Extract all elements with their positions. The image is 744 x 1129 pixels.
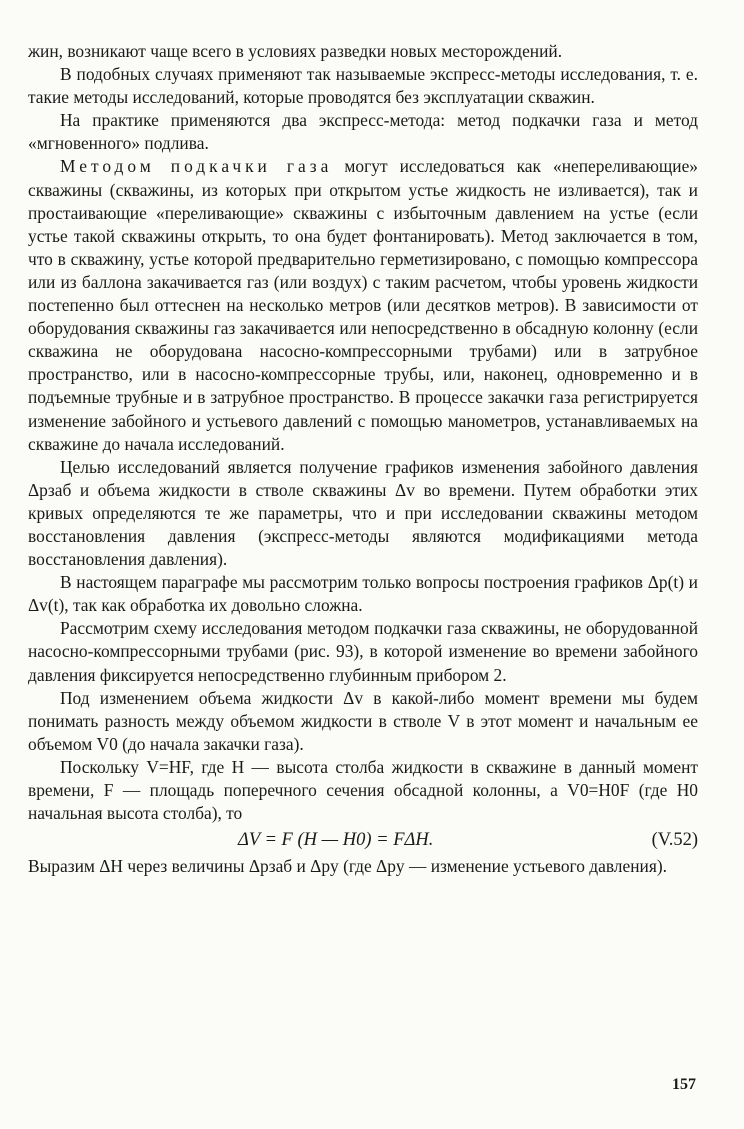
equation-number: (V.52) [651, 830, 698, 851]
paragraph-continuation: жин, возникают чаще всего в условиях разведки новых месторождений. [28, 41, 563, 61]
spaced-term: Методом подкачки газа [60, 156, 333, 177]
paragraph-express-dh: Выразим ΔH через величины Δpзаб и Δpу (где Δpу — изменение устьевого давления). [28, 856, 667, 877]
paragraph-express-methods: В подобных случаях применяют так называемые экспресс-методы исследования, т. е. такие методы исследований, которые проводятся без эксплуатации скважин. [28, 64, 698, 108]
paragraph-scheme: Рассмотрим схему исследования методом подкачки газа скважины, не оборудованной насосно-компрессорными трубами (рис. 93), в которой изменение во времени забойного давления фиксируется непосредственно глубинным прибором 2. [28, 618, 698, 685]
paragraph-gas-injection-text: могут исследоваться как «непереливающие» скважины (скважины, из которых при открытом устье жидкость не изливается), так и простаивающие «переливающие» скважины с избыточным давлением на устье (если устье такой скважины открыть, то она будет фонтанировать). Метод заключается в том, что в скважину, устье которой предварительно герметизировано, с помощью компрессора или из баллона закачивается газ (или воздух) с таким расчетом, чтобы уровень жидкости постепенно был оттеснен на несколько метров (или десятков метров). В зависимости от оборудования скважины газ закачивается или непосредственно в обсадную колонну (если скважина не оборудована насосно-компрессорными трубами) или в затрубное пространство, или в насосно-компрессорные трубы, или, наконец, одновременно и в подъемные трубные и в затрубное пространство. В процессе закачки газа регистрируется изменение забойного и устьевого давлений с помощью манометров, устанавливаемых на скважине до начала исследований. [28, 156, 698, 454]
paragraph-since: Поскольку V=HF, где H — высота столба жидкости в скважине в данный момент времени, F — площадь поперечного сечения обсадной колонны, а V0=H0F (где H0 начальная высота столба), то [28, 756, 698, 824]
paragraph-scope: В настоящем параграфе мы рассмотрим только вопросы построения графиков Δp(t) и Δv(t), так как обработка их довольно сложна. [28, 572, 698, 616]
paragraph-volume-change: Под изменением объема жидкости Δv в какой-либо момент времени мы будем понимать разность между объемом жидкости в стволе V в этот момент и начальным ее объемом V0 (до начала закачки газа). [28, 687, 698, 754]
page-number: 157 [672, 1076, 696, 1093]
equation-formula: ΔV = F (H — H0) = FΔH. [238, 830, 434, 851]
paragraph-research-goal: Целью исследований является получение графиков изменения забойного давления Δpзаб и объема жидкости в стволе скважины Δv во времени. Путем обработки этих кривых определяются те же параметры, что и при исследовании скважины методом восстановления давления (экспресс-методы являются модификациями метода восстановления давления). [28, 456, 698, 570]
paragraph-gas-injection-method [28, 155, 698, 455]
equation-row [28, 825, 698, 855]
paragraph-two-methods: На практике применяются два экспресс-метода: метод подкачки газа и метод «мгновенного» подлива. [28, 110, 698, 154]
